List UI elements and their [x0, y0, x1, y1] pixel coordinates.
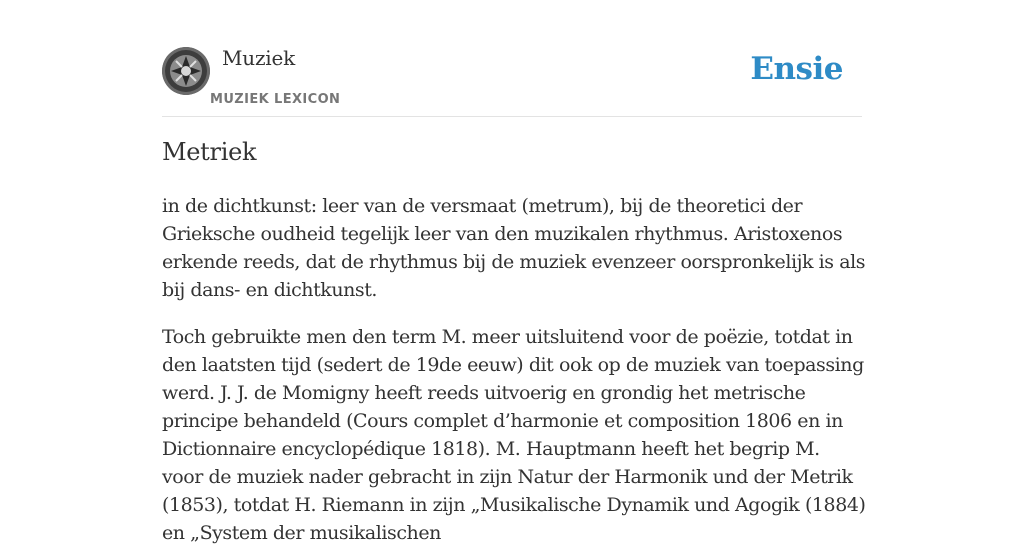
book-title-link[interactable]: Muziek: [222, 46, 296, 70]
article-title: Metriek: [162, 138, 257, 166]
article: [162, 138, 866, 547]
brand-logo-link[interactable]: Ensie: [750, 51, 843, 87]
article-paragraph-1: in de dichtkunst: leer van de versmaat (metrum), bij de theoretici der Grieksche oudheid tegelijk leer van den muzikalen rhythmus. Aristoxenos erkende reeds, dat de rhythmus bij de muziek evenzeer oorspronkelijk is als bij dans- en dichtkunst.: [162, 195, 866, 301]
page-header: [162, 46, 862, 117]
book-cover-icon[interactable]: [162, 47, 210, 95]
book-subtitle: MUZIEK LEXICON: [210, 92, 341, 107]
article-paragraph-2: Toch gebruikte men den term M. meer uitsluitend voor de poëzie, totdat in den laatsten tijd (sedert de 19de eeuw) dit ook op de muziek van toepassing werd. J. J. de Momigny heeft reeds uitvoerig en grondig het metrische principe behandeld (Cours complet d’harmonie et composition 1806 en in Dictionnaire encyclopédique 1818). M. Hauptmann heeft het begrip M. voor de muziek nader gebracht in zijn Natur der Harmonik und der Metrik (1853), totdat H. Riemann in zijn „Musikalische Dynamik und Agogik (1884) en „System der musikalischen: [162, 326, 866, 544]
